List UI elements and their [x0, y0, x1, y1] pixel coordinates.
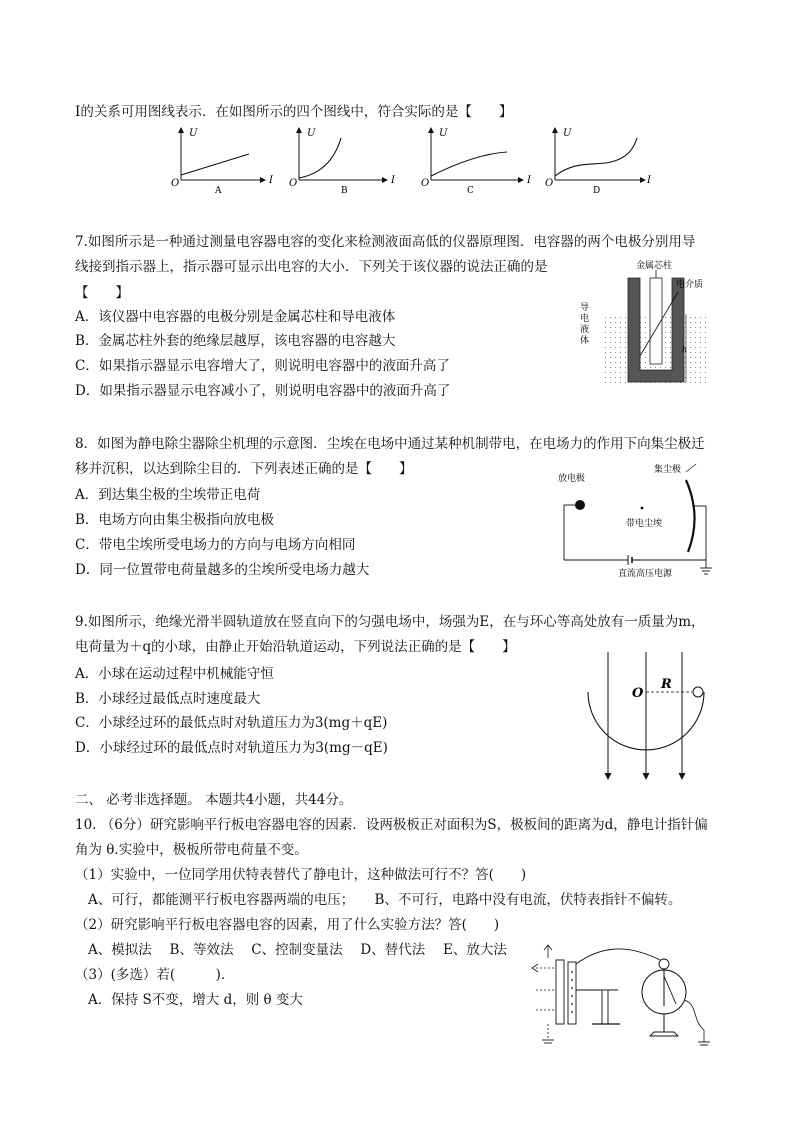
q10-sub3-option-a: A．保持 S不变，增大 d，则 θ 变大 [88, 992, 303, 1008]
q8-figure-discharge-label: 放电极 [558, 474, 586, 484]
graph-d-label: D [593, 186, 601, 196]
q9-figure-r: R [661, 677, 672, 692]
q8-stem-1: 8．如图为静电除尘器除尘机理的示意图．尘埃在电场中通过某种机制带电，在电场力的作用下向集尘极迁 [75, 436, 705, 452]
q8-option-d: D．同一位置带电荷量越多的尘埃所受电场力越大 [75, 562, 370, 578]
q9-option-a: A．小球在运动过程中机械能守恒 [75, 666, 274, 682]
q9-figure-o: O [632, 686, 644, 701]
q10-sub1: （1）实验中，一位同学用伏特表替代了静电计，这种做法可行不？答( ) [75, 867, 527, 883]
graph-c [421, 128, 532, 196]
graph-a [171, 128, 274, 196]
q9-option-d: D．小球经过环的最低点时对轨道压力为3(mg－qE) [75, 740, 388, 756]
q7-option-a: A．该仪器中电容器的电极分别是金属芯柱和导电液体 [75, 309, 396, 325]
graph-a-origin: O [171, 178, 180, 189]
graph-d-axis-x: I [647, 175, 651, 186]
q6-stem-line: I的关系可用图线表示．在如图所示的四个图线中，符合实际的是【 】 [75, 104, 513, 120]
q9-stem-1 [75, 612, 705, 632]
q9-stem-1-text: 9.如图所示，绝缘光滑半圆轨道放在竖直向下的匀强电场中，场强为E，在与环心等高处放有一质量为m， [75, 614, 705, 630]
q10-sub1-options: A、可行，都能测平行板电容器两端的电压； B、不可行，电路中没有电流，伏特表指针不偏转。 [88, 892, 682, 908]
svg-text:导: 导 [580, 303, 590, 313]
q7-capacitor-figure [574, 256, 714, 391]
graph-b-origin: O [289, 178, 298, 189]
q7-option-c: C．如果指示器显示电容增大了，则说明电容器中的液面升高了 [75, 358, 450, 374]
graph-c-origin: O [421, 178, 430, 189]
svg-text:体: 体 [580, 336, 590, 346]
graph-c-axis-x: I [527, 175, 531, 186]
q7-option-b: B．金属芯柱外套的绝缘层越厚，该电容器的电容越大 [75, 333, 396, 349]
q10-stem-2: 角为 θ.实验中，极板所带电荷量不变。 [75, 842, 308, 858]
q8-option-b: B．电场方向由集尘极指向放电极 [75, 512, 274, 528]
graph-b-label: B [341, 186, 348, 196]
graph-c-axis-y: U [439, 128, 448, 139]
q9-option-c: C．小球经过环的最低点时对轨道压力为3(mg＋qE) [75, 715, 388, 731]
q7-figure-dielectric-label: 电介质 [676, 280, 704, 290]
q8-precipitator-figure [546, 460, 726, 585]
q7-option-d: D．如果指示器显示电容减小了，则说明电容器中的液面升高了 [75, 383, 451, 399]
q8-option-a: A．到达集尘极的尘埃带正电荷 [75, 487, 261, 503]
q8-stem-2: 移并沉积，以达到除尘目的．下列表述正确的是【 】 [75, 461, 413, 477]
q7-stem-2: 线接到指示器上，指示器可显示出电容的大小．下列关于该仪器的说法正确的是 [75, 259, 548, 275]
q10-sub2-options: A、模拟法 B、等效法 C、控制变量法 D、替代法 E、放大法 [88, 942, 507, 958]
graph-b [289, 128, 396, 196]
graph-a-label: A [215, 186, 222, 196]
q9-track-figure [582, 650, 712, 782]
q10-sub3: （3）(多选）若( )． [75, 967, 235, 983]
svg-text:液: 液 [580, 325, 590, 335]
q7-figure-h: h [682, 345, 688, 354]
q6-graphs-figure [165, 120, 655, 198]
q9-stem-2: 电荷量为＋q的小球，由静止开始沿轨道运动，下列说法正确的是【 】 [75, 639, 516, 655]
q8-figure-dust-label: 带电尘埃 [626, 519, 663, 529]
q10-sub2: （2）研究影响平行板电容器电容的因素，用了什么实验方法？答( ) [75, 917, 500, 933]
graph-c-label: C [467, 186, 474, 196]
section-2-heading: 二、 必考非选择题。 本题共4小题，共44分。 [75, 792, 353, 808]
q9-option-b: B．小球经过最低点时速度最大 [75, 691, 261, 707]
q8-option-c: C．带电尘埃所受电场力的方向与电场方向相同 [75, 537, 356, 553]
graph-d-axis-y: U [563, 128, 572, 139]
graph-d-origin: O [545, 178, 554, 189]
q7-figure-core-label: 金属芯柱 [636, 261, 673, 271]
q7-stem-1: 7.如图所示是一种通过测量电容器电容的变化来检测液面高低的仪器原理图．电容器的两个电极分别用导 [75, 234, 696, 250]
svg-text:电: 电 [580, 314, 590, 324]
q10-stem-1: 10. （6分）研究影响平行板电容器电容的因素．设两极板正对面积为S，极板间的距离为d，静电计指针偏 [75, 817, 708, 833]
graph-b-axis-y: U [307, 128, 316, 139]
q8-figure-collector-label: 集尘极 [654, 465, 682, 475]
graph-a-axis-x: I [269, 175, 273, 186]
q7-bracket: 【 】 [75, 285, 129, 301]
q8-figure-source-label: 直流高压电源 [618, 569, 673, 579]
q7-figure-liquid-label [580, 302, 589, 346]
graph-d [545, 128, 652, 196]
q10-electroscope-figure [528, 940, 718, 1055]
graph-b-axis-x: I [391, 175, 395, 186]
graph-a-axis-y: U [189, 128, 198, 139]
